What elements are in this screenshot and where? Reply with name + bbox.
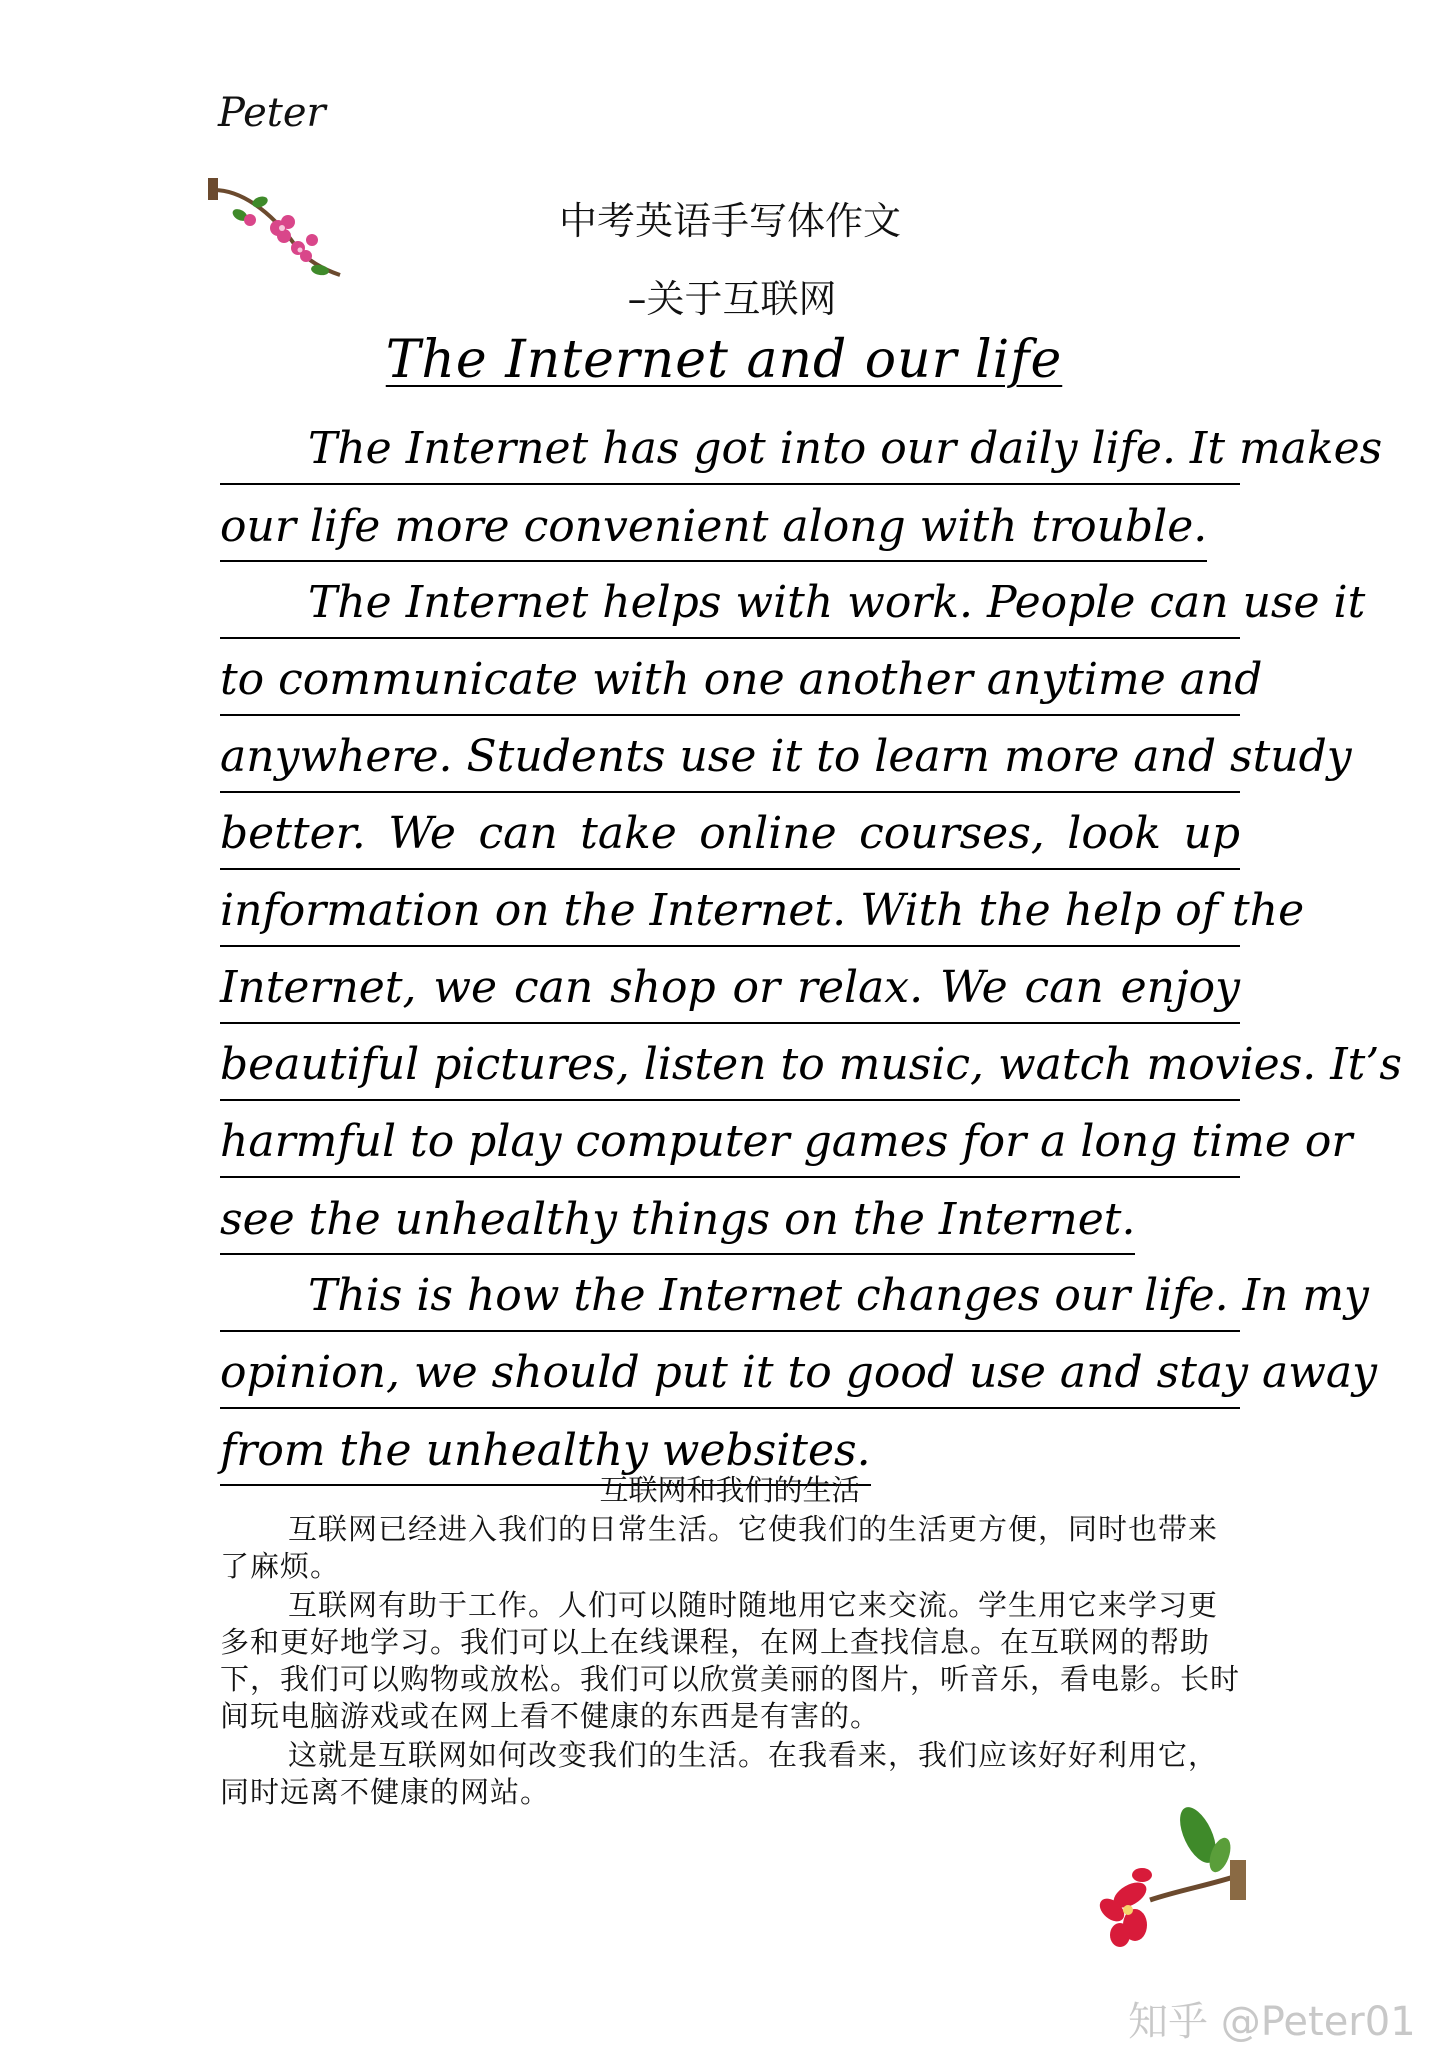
translation-title: 互联网和我们的生活 [599,1473,861,1507]
translation-paragraph: 互联网有助于工作。人们可以随时随地用它来交流。学生用它来学习更多和更好地学习。我们可以上在线课程，在网上查找信息。在互联网的帮助下，我们可以购物或放松。我们可以欣赏美丽的图片，听音乐，看电影。长时间玩电脑游戏或在网上看不健康的东西是有害的。 [220,1588,1241,1733]
essay-line: better. We can take online courses, look up [220,793,1240,870]
essay-title: The Internet and our life [385,330,1063,390]
essay-line: The Internet has got into our daily life. It makes [220,408,1240,485]
watermark: 知乎 @Peter01 [1128,1999,1416,2045]
essay-line: The Internet helps with work. People can use it [220,562,1240,639]
essay-line: opinion, we should put it to good use and stay away [220,1332,1240,1409]
essay-line: anywhere. Students use it to learn more and study [220,716,1240,793]
page-title: 中考英语手写体作文 [558,199,901,243]
essay-line: beautiful pictures, listen to music, watch movies. It’s [220,1024,1240,1101]
essay-line: harmful to play computer games for a long time or [220,1101,1240,1178]
essay-line: This is how the Internet changes our life. In my [220,1255,1240,1332]
logo-text: Peter [218,90,326,136]
essay-line: Internet, we can shop or relax. We can enjoy [220,947,1240,1024]
essay-body [220,408,1402,1486]
logo-peter [200,80,360,280]
chinese-translation [220,1472,1240,1813]
translation-paragraph: 互联网已经进入我们的日常生活。它使我们的生活更方便，同时也带来了麻烦。 [220,1512,1219,1583]
translation-paragraph: 这就是互联网如何改变我们的生活。在我看来，我们应该好好利用它，同时远离不健康的网站。 [220,1738,1219,1809]
red-flower-branch-icon [1090,1805,1250,1955]
page-subtitle: –关于互联网 [627,277,837,321]
essay-line: from the unhealthy websites. [220,1409,1240,1486]
essay-line: our life more convenient along with trouble. [220,485,1240,562]
essay-line: see the unhealthy things on the Internet. [220,1178,1240,1255]
essay-line: information on the Internet. With the help of the [220,870,1240,947]
essay-line: to communicate with one another anytime and [220,639,1240,716]
